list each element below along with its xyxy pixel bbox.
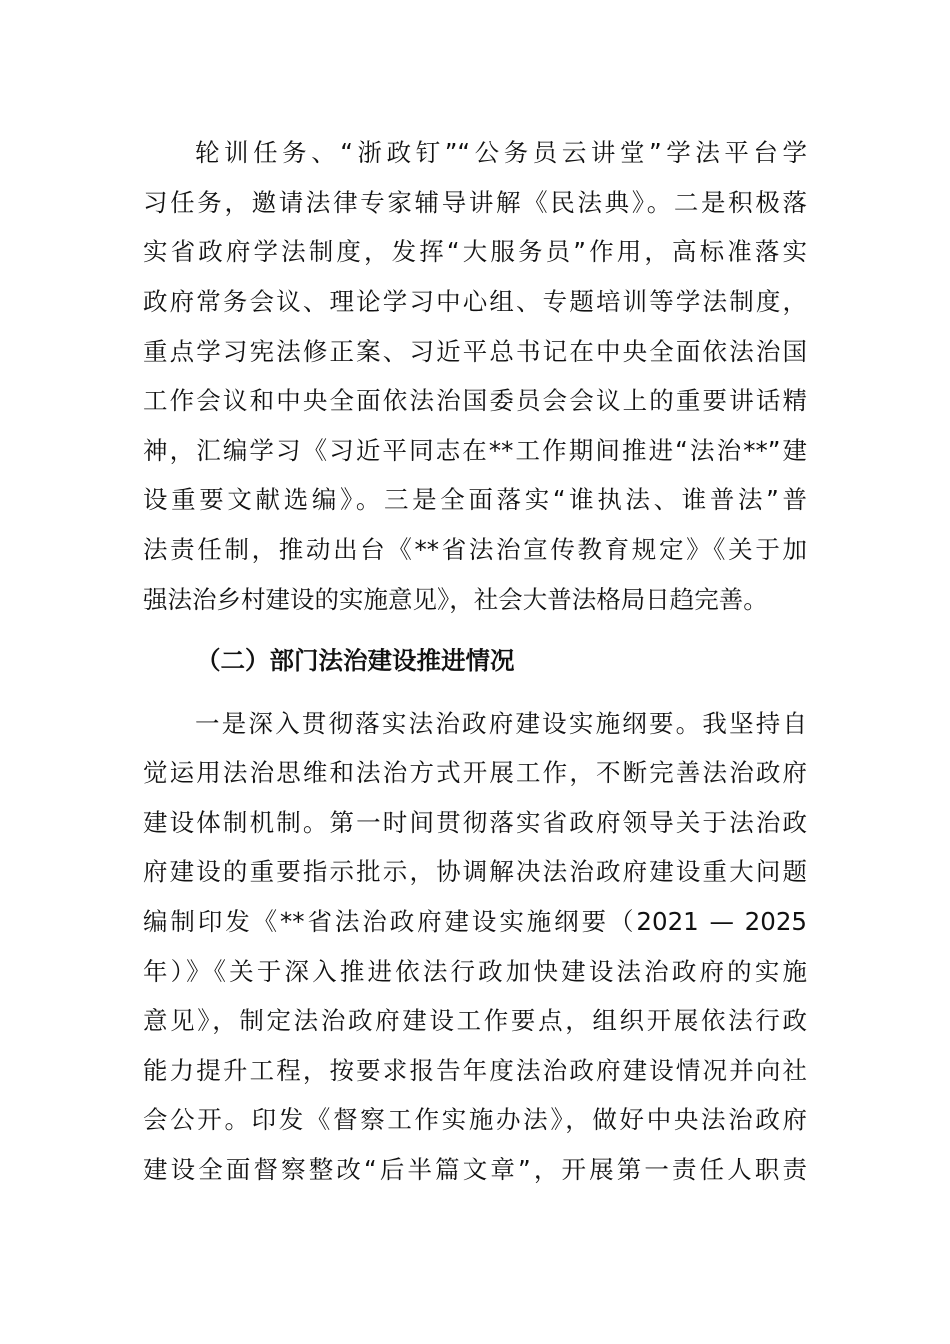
paragraph-2-line-5: 编制印发《**省法治政府建设实施纲要（2021 — 2025	[143, 907, 807, 936]
paragraph-2-line-2: 觉运用法治思维和法治方式开展工作，不断完善法治政府	[143, 758, 807, 787]
paragraph-1-line-2: 习任务，邀请法律专家辅导讲解《民法典》。二是积极落	[143, 188, 807, 217]
paragraph-1-line-1: 轮训任务、“浙政钉”“公务员云讲堂”学法平台学	[195, 138, 807, 167]
paragraph-1-line-4: 政府常务会议、理论学习中心组、专题培训等学法制度，	[143, 287, 807, 316]
paragraph-1-line-6: 工作会议和中央全面依法治国委员会会议上的重要讲话精	[143, 386, 807, 415]
paragraph-2-line-6: 年）》《关于深入推进依法行政加快建设法治政府的实施	[143, 957, 807, 986]
paragraph-2-line-7: 意见》，制定法治政府建设工作要点，组织开展依法行政	[143, 1006, 807, 1035]
paragraph-1-line-8: 设重要文献选编》。三是全面落实“谁执法、谁普法”普	[143, 485, 807, 514]
paragraph-1-line-10: 强法治乡村建设的实施意见》，社会大普法格局日趋完善。	[143, 585, 768, 614]
paragraph-1-line-7: 神，汇编学习《习近平同志在**工作期间推进“法治**”建	[143, 436, 807, 465]
paragraph-1-line-5: 重点学习宪法修正案、习近平总书记在中央全面依法治国	[143, 337, 807, 366]
section-heading: （二）部门法治建设推进情况	[196, 646, 515, 675]
paragraph-2-line-3: 建设体制机制。第一时间贯彻落实省政府领导关于法治政	[143, 808, 807, 837]
paragraph-2-line-9: 会公开。印发《督察工作实施办法》，做好中央法治政府	[143, 1105, 807, 1134]
paragraph-1-line-9: 法责任制，推动出台《**省法治宣传教育规定》《关于加	[143, 535, 807, 564]
paragraph-2-line-4: 府建设的重要指示批示，协调解决法治政府建设重大问题	[143, 857, 807, 886]
paragraph-2-line-1: 一是深入贯彻落实法治政府建设实施纲要。我坚持自	[195, 709, 807, 738]
paragraph-2-line-10: 建设全面督察整改“后半篇文章”，开展第一责任人职责	[143, 1155, 807, 1184]
paragraph-2-line-8: 能力提升工程，按要求报告年度法治政府建设情况并向社	[143, 1056, 807, 1085]
paragraph-1-line-3: 实省政府学法制度，发挥“大服务员”作用，高标准落实	[143, 237, 807, 266]
